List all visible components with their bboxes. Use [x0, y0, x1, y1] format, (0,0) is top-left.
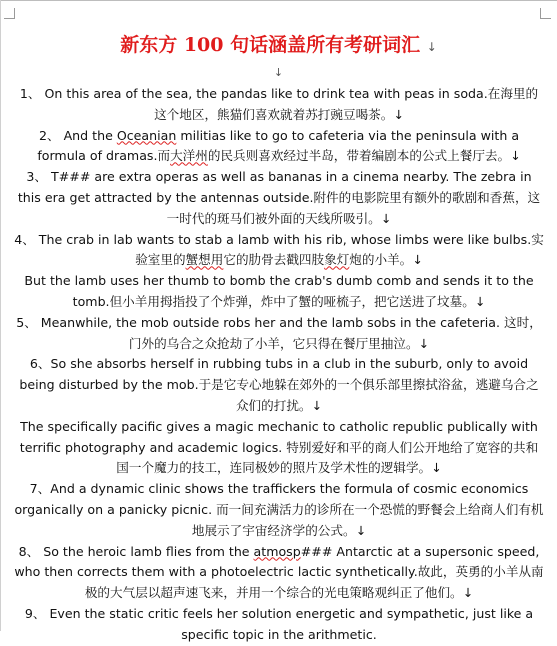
paragraph — [14, 230, 544, 272]
paragraph-text: 它的肋骨去戳四肢 — [223, 252, 325, 268]
paragraph — [14, 84, 544, 126]
paragraph-text: 7、And a dynamic clinic shows the traffickers the formula of cosmic economics organically on a panicky picnic. 而一间充满活力的诊所在一个恐慌的野餐会上给商人们有机地展示了宇宙经济学的公式。↓ — [14, 481, 544, 538]
page-top-border — [0, 0, 557, 1]
paragraph-text: 1、 On this area of the sea, the pandas like to drink tea with peas in soda.在海里的这个地区，熊猫们喜欢就着苏打豌豆喝茶。↓ — [19, 86, 539, 122]
paragraph — [14, 604, 544, 646]
paragraph-text: ### Antarctic at a supersonic speed, who then corrects them with a photoelectric lactic synthetically.故此，英勇的小羊从南极的大气层以超声速飞来，并用一个综合的光电策略观纠正了他们。↓ — [14, 543, 544, 601]
spellcheck-underlined-word: 象灯 — [324, 252, 350, 268]
paragraph — [14, 271, 544, 313]
document-title — [0, 30, 557, 57]
paragraph-mark: ↓ — [426, 40, 437, 54]
paragraph-text: 6、So she absorbs herself in rubbing tubs in a club in the suburb, only to avoid being disturbed by the mob.于是它专心地躲在郊外的一个俱乐部里擦拭浴盆，逃避乌合之众们的打扰。↓ — [19, 356, 539, 413]
spellcheck-underlined-word: 大洋州 — [170, 148, 208, 164]
empty-paragraph-mark: ↓ — [273, 66, 284, 79]
paragraph-text: 3、 T### are extra operas as well as bananas in a cinema nearby. The zebra in this era get attracted by the antennas outside.附件的电影院里有额外的歌剧和香蕉，这一时代的斑马们被外面的天线所吸引。↓ — [17, 169, 541, 226]
paragraph — [14, 167, 544, 229]
paragraph-text: 9、 Even the static critic feels her solution energetic and sympathetic, just like a specific topic in the arithmetic. — [24, 605, 534, 642]
paragraph-text: 的民兵则喜欢经过半岛，带着编剧本的公式上餐厅去。↓ — [207, 148, 521, 164]
spellcheck-underlined-word: 蟹想用 — [185, 252, 224, 268]
paragraph-text: 5、 Meanwhile, the mob outside robs her and the lamb sobs in the cafeteria. 这时，门外的乌合之众抢劫了小羊，它只得在餐厅里抽泣。↓ — [16, 314, 542, 351]
paragraph — [14, 126, 544, 168]
paragraph-text: 2、 And the — [38, 127, 117, 143]
paragraph-text: 炮的小羊。↓ — [349, 252, 423, 268]
margin-crop-mark-left — [4, 8, 15, 19]
paragraph-text: 4、 The crab in lab wants to stab a lamb with his rib, whose limbs were like bulbs.实验室里的 — [14, 231, 544, 268]
title-text: 新东方 100 句话涵盖所有考研词汇 — [120, 34, 421, 56]
margin-crop-mark-right — [540, 8, 551, 19]
paragraph — [14, 479, 544, 541]
paragraph-text: The specifically pacific gives a magic mechanic to catholic republic publically with terrific photography and academic logics. 特别爱好和平的商人们公开地给了宽容的共和国一个魔力的技工，连同极妙的照片及学术性的逻辑学。↓ — [19, 418, 539, 476]
paragraph-text: militias like to go to cafeteria via the peninsula with a formula of dramas.而 — [37, 127, 520, 164]
paragraph — [14, 542, 544, 604]
page-left-border — [0, 0, 1, 631]
spellcheck-underlined-word: Oceanian — [116, 127, 177, 143]
paragraph — [14, 354, 544, 416]
spellcheck-underlined-word: atmosp — [253, 543, 301, 559]
paragraph-text: But the lamb uses her thumb to bomb the crab's dumb comb and sends it to the tomb.但小羊用拇指投了个炸弹，炸中了蟹的哑梳子，把它送进了坟墓。↓ — [24, 273, 534, 309]
paragraph-text: 8、 So the heroic lamb flies from the — [18, 543, 254, 559]
paragraph — [14, 313, 544, 355]
document-body — [14, 84, 544, 646]
paragraph — [14, 417, 544, 479]
